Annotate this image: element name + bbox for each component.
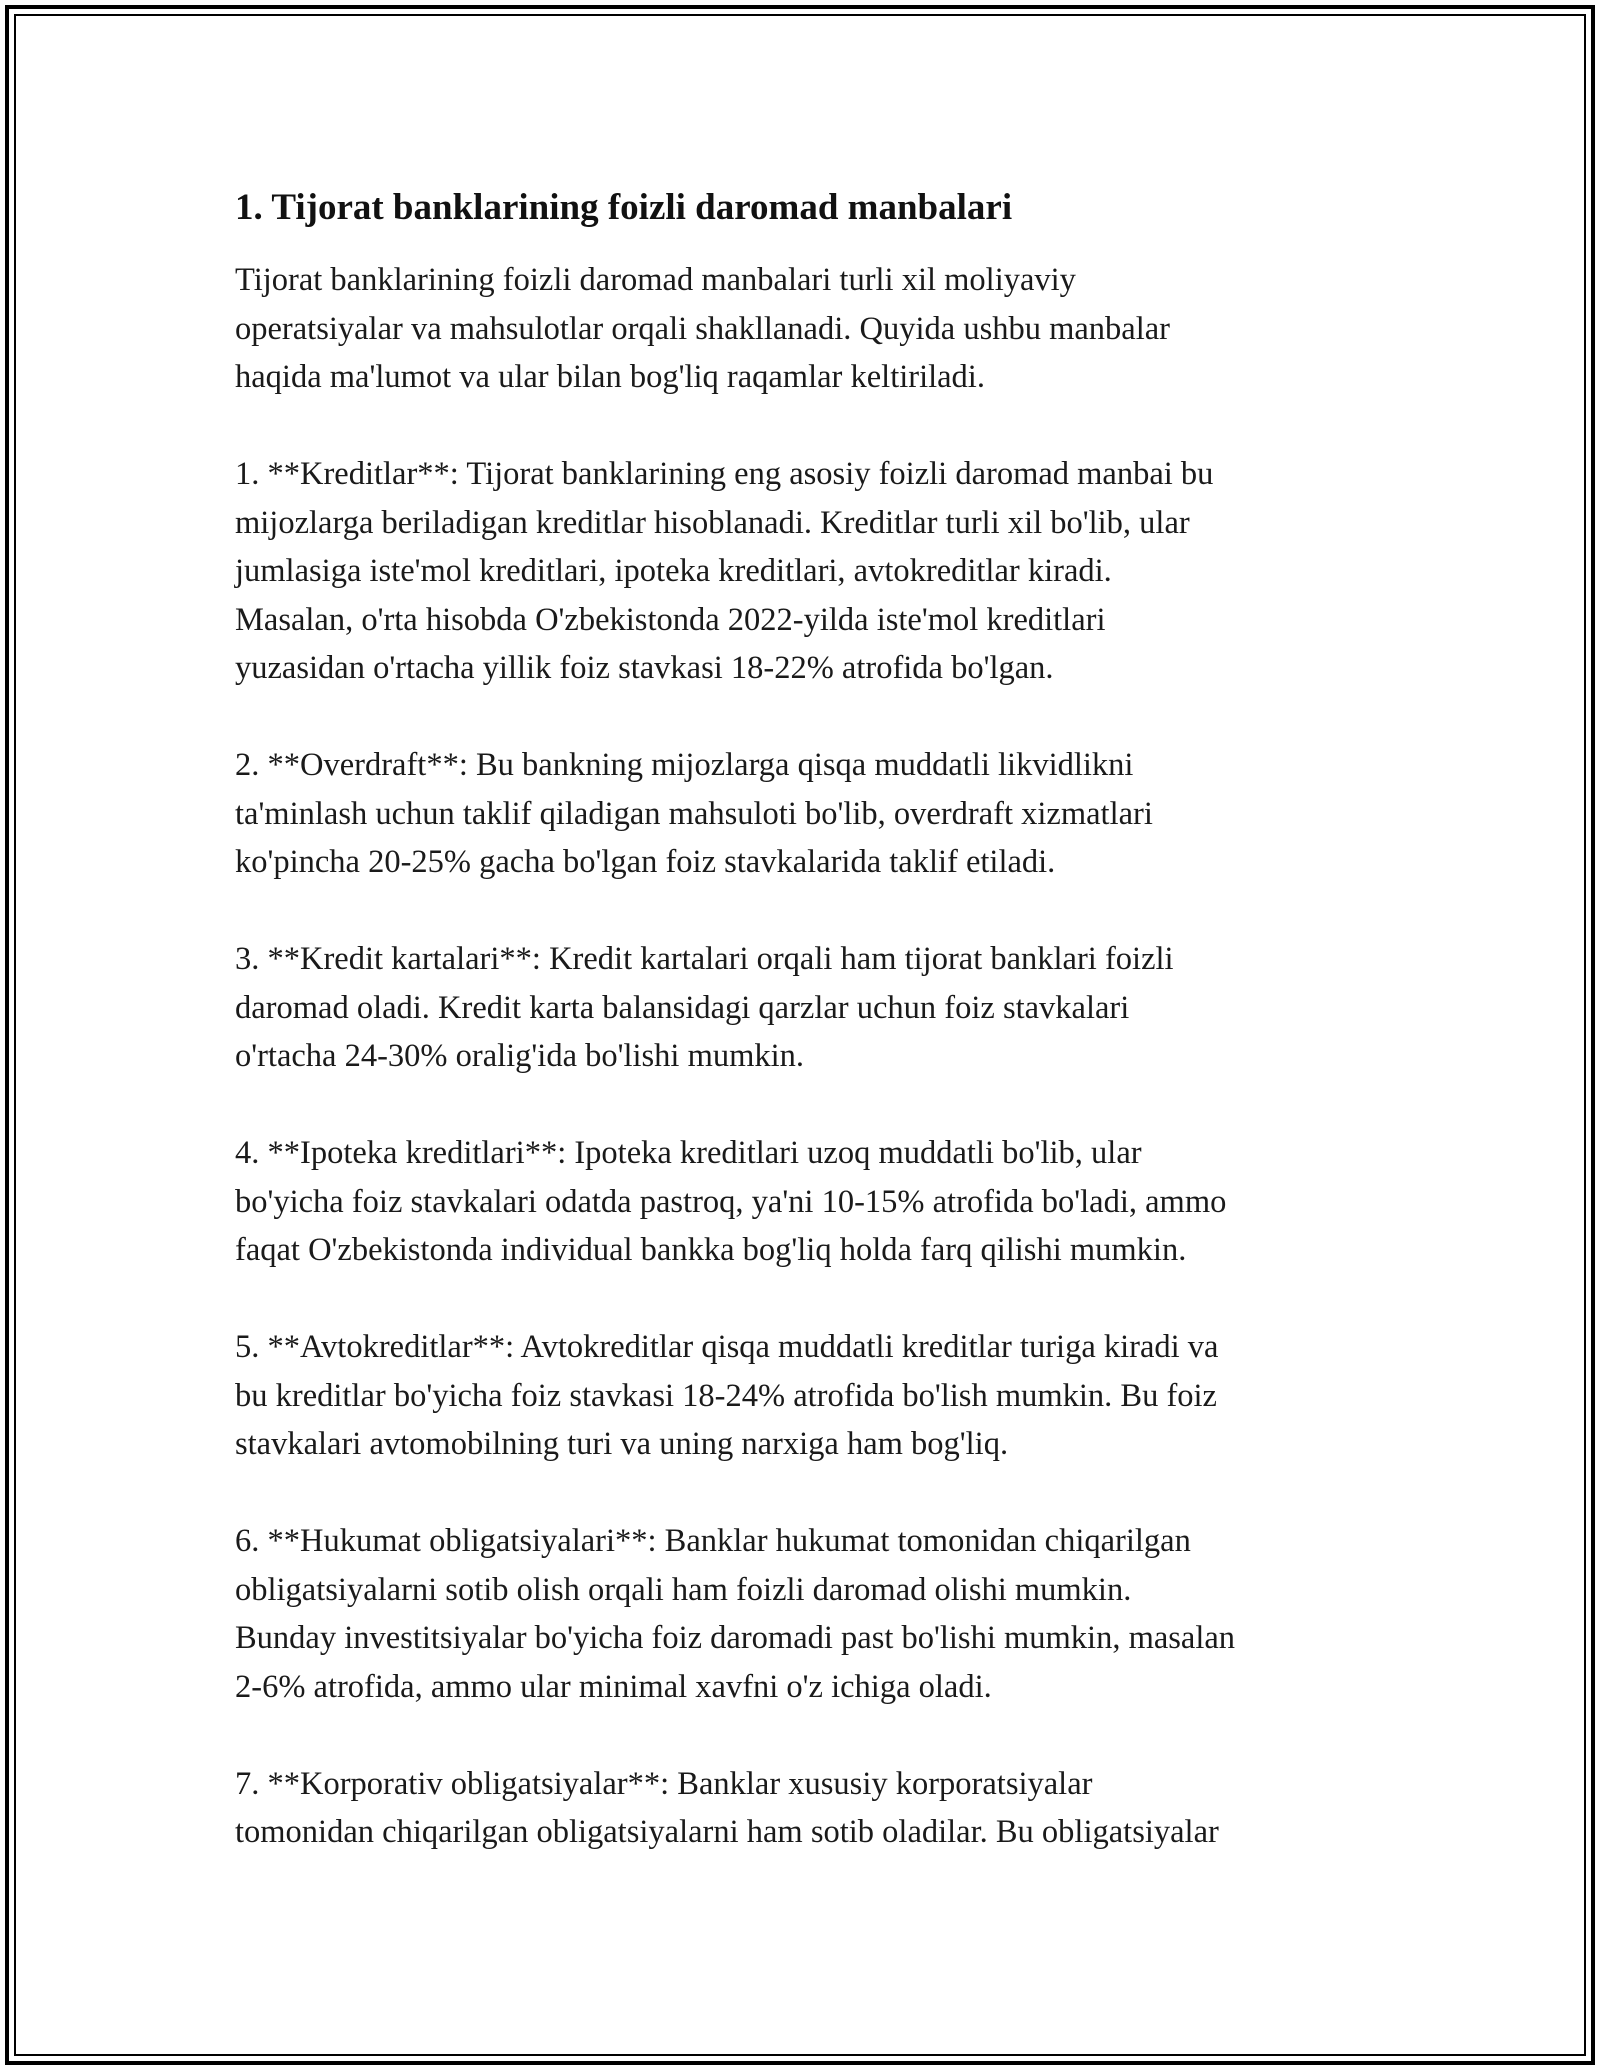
section-heading: 1. Tijorat banklarining foizli daromad manbalari bbox=[235, 187, 1013, 228]
paragraph-hukumat-obligatsiyalari: 6. **Hukumat obligatsiyalari**: Banklar hukumat tomonidan chiqarilgan obligatsiyalarni sotib olish orqali ham foizli daromad olishi mumkin. Bunday investitsiyalar bo'yicha foiz daromadi past bo'lishi mumkin, masalan 2-6% atrofida, ammo ular minimal xavfni o'z ichiga oladi. bbox=[235, 1523, 1236, 1705]
intro-paragraph: Tijorat banklarining foizli daromad manbalari turli xil moliyaviy operatsiyalar va mahsulotlar orqali shakllanadi. Quyida ushbu manbalar haqida ma'lumot va ular bilan bog'liq raqamlar keltiriladi. bbox=[235, 262, 1170, 395]
paragraph-kredit-kartalari: 3. **Kredit kartalari**: Kredit kartalari orqali ham tijorat banklari foizli daromad oladi. Kredit karta balansidagi qarzlar uchun foiz stavkalari o'rtacha 24-30% oralig'ida bo'lishi mumkin. bbox=[235, 941, 1174, 1074]
paragraph-ipoteka-kreditlari: 4. **Ipoteka kreditlari**: Ipoteka kreditlari uzoq muddatli bo'lib, ular bo'yicha foiz stavkalari odatda pastroq, ya'ni 10-15% atrofida bo'ladi, ammo faqat O'zbekistonda individual bankka bog'liq holda farq qilishi mumkin. bbox=[235, 1135, 1227, 1268]
paragraph-overdraft: 2. **Overdraft**: Bu bankning mijozlarga qisqa muddatli likvidlikni ta'minlash uchun taklif qiladigan mahsuloti bo'lib, overdraft xizmatlari ko'pincha 20-25% gacha bo'lgan foiz stavkalarida taklif etiladi. bbox=[235, 747, 1153, 880]
document-body bbox=[235, 186, 1380, 1905]
paragraph-kreditlar: 1. **Kreditlar**: Tijorat banklarining eng asosiy foizli daromad manbai bu mijozlarga beriladigan kreditlar hisoblanadi. Kreditlar turli xil bo'lib, ular jumlasiga iste'mol kreditlari, ipoteka kreditlari, avtokreditlar kiradi. Masalan, o'rta hisobda O'zbekistonda 2022-yilda iste'mol kreditlari yuzasidan o'rtacha yillik foiz stavkasi 18-22% atrofida bo'lgan. bbox=[235, 456, 1214, 686]
paragraph-avtokreditlar: 5. **Avtokreditlar**: Avtokreditlar qisqa muddatli kreditlar turiga kiradi va bu kreditlar bo'yicha foiz stavkasi 18-24% atrofida bo'lish mumkin. Bu foiz stavkalari avtomobilning turi va uning narxiga ham bog'liq. bbox=[235, 1329, 1219, 1462]
paragraph-korporativ-obligatsiyalar: 7. **Korporativ obligatsiyalar**: Banklar xususiy korporatsiyalar tomonidan chiqarilgan obligatsiyalarni ham sotib oladilar. Bu obligatsiyalar bbox=[235, 1765, 1219, 1850]
